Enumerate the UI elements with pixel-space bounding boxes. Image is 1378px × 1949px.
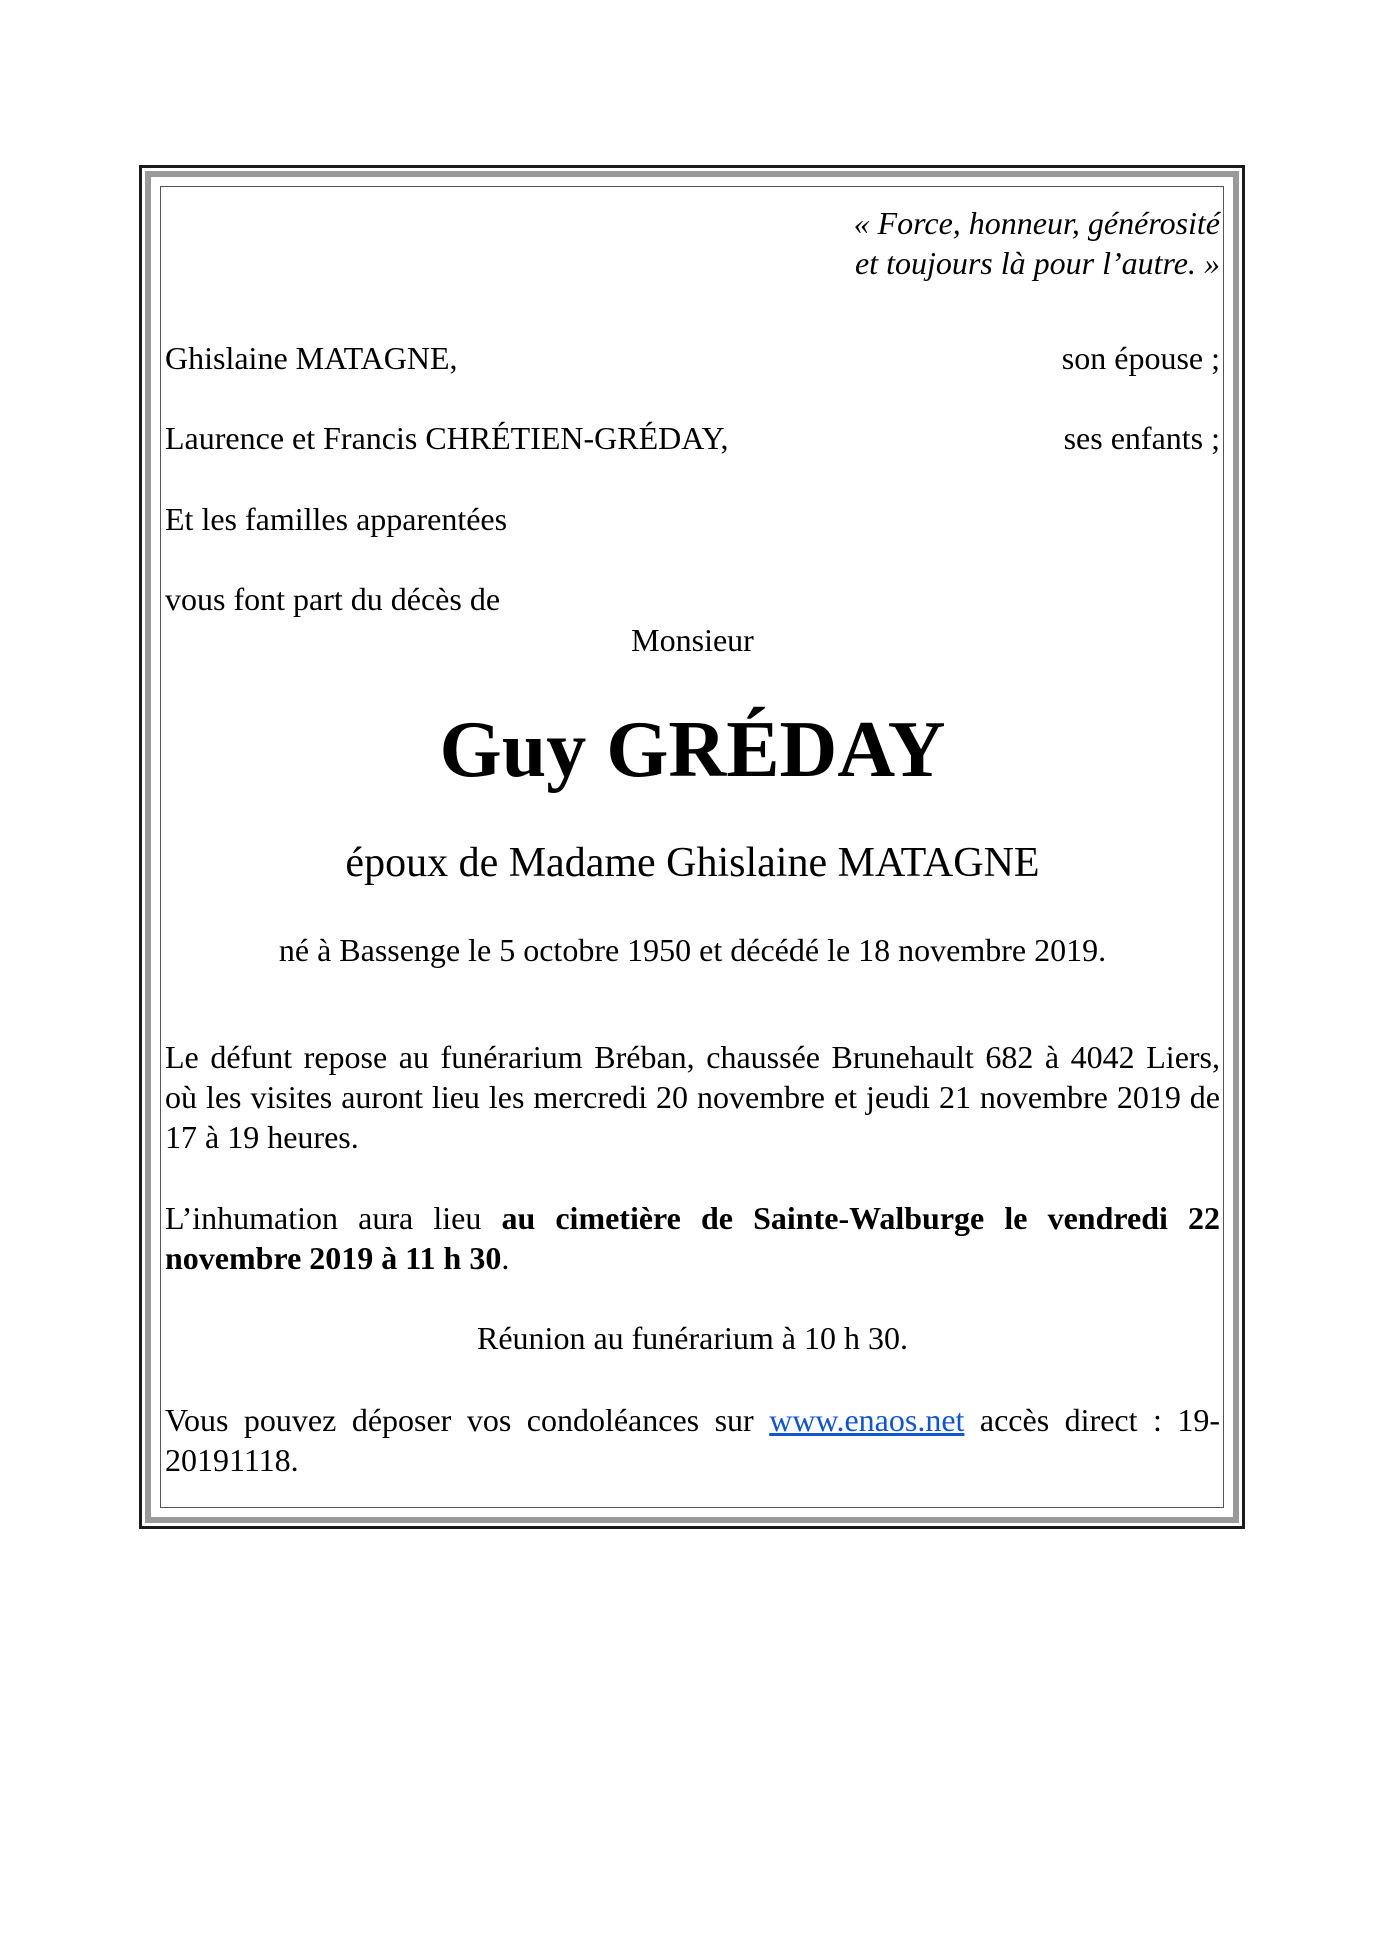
birth-death-line: né à Bassenge le 5 octobre 1950 et décédé le 18 novembre 2019.	[278, 932, 1107, 968]
burial-paragraph	[165, 1198, 1220, 1278]
condolences-suffix: accès direct : 19-20191118.	[165, 1402, 1221, 1478]
burial-details: au cimetière de Sainte-Walburge le vendredi 22 novembre 2019 à 11 h 30	[165, 1200, 1221, 1276]
families-line: Et les familles apparentées	[165, 501, 508, 537]
condolences-prefix: Vous pouvez déposer vos condoléances sur	[165, 1402, 770, 1438]
burial-suffix: .	[501, 1240, 510, 1276]
condolences-paragraph	[165, 1400, 1220, 1480]
burial-prefix: L’inhumation aura lieu	[165, 1200, 502, 1236]
family-name: Ghislaine MATAGNE,	[165, 340, 458, 376]
visitation-paragraph: Le défunt repose au funérarium Bréban, chaussée Brunehault 682 à 4042 Liers, où les visites auront lieu les mercredi 20 novembre et jeudi 21 novembre 2019 de 17 à 19 heures.	[165, 1039, 1220, 1155]
quote-line-2: et toujours là pour l’autre. »	[854, 245, 1220, 281]
condolences-link[interactable]: www.enaos.net	[769, 1402, 965, 1438]
family-relation: ses enfants ;	[1063, 420, 1220, 456]
epigraph-quote	[165, 203, 1220, 283]
family-row-spouse	[165, 338, 1220, 378]
quote-line-1: « Force, honneur, générosité	[853, 205, 1220, 241]
announce-line: vous font part du décès de	[165, 581, 501, 617]
deceased-name: Guy GRÉDAY	[439, 706, 946, 794]
family-name: Laurence et Francis CHRÉTIEN-GRÉDAY,	[165, 420, 729, 456]
family-row-children	[165, 418, 1220, 458]
meeting-line: Réunion au funérarium à 10 h 30.	[477, 1320, 908, 1356]
spouse-line: époux de Madame Ghislaine MATAGNE	[345, 840, 1040, 886]
family-relation: son épouse ;	[1061, 340, 1220, 376]
honorific: Monsieur	[631, 622, 754, 658]
